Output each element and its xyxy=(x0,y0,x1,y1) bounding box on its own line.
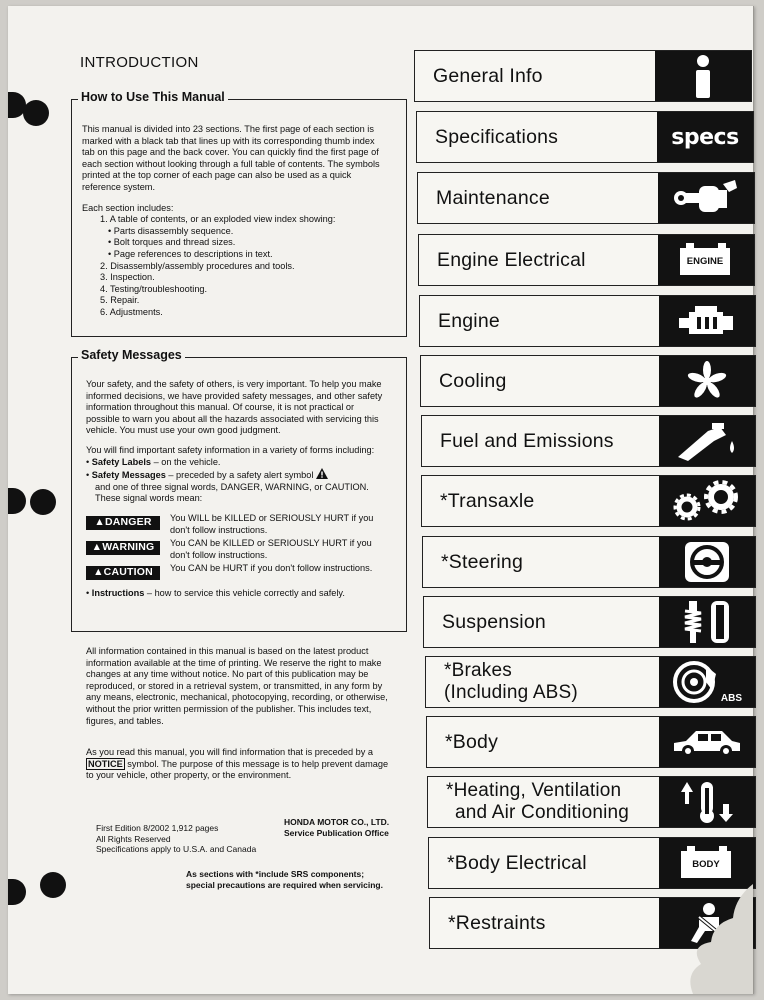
safety-messages-box xyxy=(71,348,407,632)
notice-paragraph: As you read this manual, you will find information that is preceded by a NOTICE symbol. The purpose of this message is to help prevent damage to your vehicle, other property, or the environment. xyxy=(86,747,389,781)
notice-symbol: NOTICE xyxy=(88,758,123,769)
bullet-safety-messages: • Safety Messages – preceded by a safety alert symbol and one of three signal words, DANGER, WARNING, or CAUTION. These signal words mean: xyxy=(86,470,369,504)
safety-alert-icon: ▲ xyxy=(93,566,104,579)
safety-alert-icon: ▲ xyxy=(94,515,105,528)
bullet-safety-labels: • Safety Labels – on the vehicle. xyxy=(86,456,221,467)
shock-absorber-icon xyxy=(659,597,755,647)
tab-restraints[interactable]: *Restraints xyxy=(429,897,756,949)
edition-info: First Edition 8/2002 1,912 pages All Rights Reserved Specifications apply to U.S.A. and Canada xyxy=(96,823,257,854)
how-to-use-paragraph: This manual is divided into 23 sections. The first page of each section is marked with a black tab that lines up with its corresponding thumb index tab on this page and the back cover. You can quickly find the first page of each section without looking through a full table of contents. The symbols printed at the top corner of each page can also be used as a quick reference system. xyxy=(82,124,380,192)
list-item: 2. Disassembly/assembly procedures and tools. xyxy=(100,260,295,271)
info-paragraph: All information contained in this manual is based on the latest product information available at the time of printing. We reserve the right to make changes at any time without notice. No part of this publication may be reproduced, or stored in a retrieval system, or transmitted, in any form by any means, electronic, mechanical, photocopying, recording, or otherwise, without the prior written permission of the publisher. This includes text, figures, and tables. xyxy=(86,646,388,726)
list-item: 5. Repair. xyxy=(100,295,140,306)
list-item: • Parts disassembly sequence. xyxy=(108,225,234,236)
engine-icon xyxy=(659,296,755,346)
signal-warning: ▲WARNING You CAN be KILLED or SERIOUSLY HURT if you don't follow instructions. xyxy=(86,538,386,561)
list-item: 6. Adjustments. xyxy=(100,306,163,317)
gears-icon xyxy=(659,476,755,526)
how-to-use-title: How to Use This Manual xyxy=(78,90,228,104)
tab-specifications[interactable]: Specifications specs xyxy=(416,111,754,163)
list-item: 4. Testing/troubleshooting. xyxy=(100,283,208,294)
tab-heating-ventilation[interactable]: *Heating, Ventilation and Air Conditioning xyxy=(427,776,756,828)
tab-general-info[interactable]: General Info xyxy=(414,50,752,102)
tab-body[interactable]: *Body xyxy=(426,716,756,768)
torn-corner xyxy=(683,884,753,994)
info-icon xyxy=(655,51,751,101)
battery-icon: ENGINE xyxy=(658,235,754,285)
steering-wheel-icon xyxy=(659,537,755,587)
tab-brakes[interactable]: *Brakes (Including ABS) ABS xyxy=(425,656,756,708)
tab-body-electrical[interactable]: *Body Electrical BODY xyxy=(428,837,756,889)
signal-caution: ▲CAUTION You CAN be HURT if you don't follow instructions. xyxy=(86,563,386,580)
binder-hole xyxy=(8,488,26,514)
tab-engine-electrical[interactable]: Engine Electrical ENGINE xyxy=(418,234,755,286)
includes-heading: Each section includes: xyxy=(82,202,174,213)
binder-hole xyxy=(40,872,66,898)
manual-page xyxy=(8,6,754,994)
list-item: • Bolt torques and thread sizes. xyxy=(108,237,236,248)
signal-danger: ▲DANGER You WILL be KILLED or SERIOUSLY HURT if you don't follow instructions. xyxy=(86,513,386,536)
safety-forms-paragraph: You will find important safety information in a variety of forms including: xyxy=(86,444,375,455)
tab-engine[interactable]: Engine xyxy=(419,295,756,347)
specs-icon: specs xyxy=(657,112,753,162)
binder-hole xyxy=(30,489,56,515)
list-item: 1. A table of contents, or an exploded view index showing: xyxy=(100,214,336,225)
how-to-use-box xyxy=(71,90,407,337)
fuel-nozzle-icon xyxy=(659,416,755,466)
publisher-info: HONDA MOTOR CO., LTD. Service Publication Office xyxy=(284,817,390,838)
tab-suspension[interactable]: Suspension xyxy=(423,596,756,648)
safety-alert-icon: ▲ xyxy=(91,541,103,554)
wrench-hand-icon xyxy=(658,173,754,223)
tab-fuel-and-emissions[interactable]: Fuel and Emissions xyxy=(421,415,756,467)
thermometer-icon xyxy=(659,777,755,827)
srs-note: As sections with *include SRS components; special precautions are required when servicing. xyxy=(186,869,383,890)
fan-icon xyxy=(659,356,755,406)
car-body-icon xyxy=(659,717,755,767)
battery-icon: BODY xyxy=(659,838,755,888)
tab-maintenance[interactable]: Maintenance xyxy=(417,172,755,224)
tab-steering[interactable]: *Steering xyxy=(422,536,756,588)
page-title: INTRODUCTION xyxy=(80,54,199,71)
binder-hole xyxy=(23,100,49,126)
tab-cooling[interactable]: Cooling xyxy=(420,355,756,407)
signal-words xyxy=(86,513,386,580)
safety-messages-title: Safety Messages xyxy=(78,348,185,362)
tab-transaxle[interactable]: *Transaxle xyxy=(421,475,756,527)
list-item: • Page references to descriptions in text. xyxy=(108,248,273,259)
brake-disc-icon: ABS xyxy=(659,657,755,707)
list-item: 3. Inspection. xyxy=(100,272,155,283)
safety-paragraph: Your safety, and the safety of others, is very important. To help you make informed decisions, we have provided safety messages, and other safety information throughout this manual. Of course, it is not practical or possible to warn you about all the hazards associated with servicing this vehicle. You must use your own good judgment. xyxy=(86,379,383,436)
binder-hole xyxy=(8,879,26,905)
safety-alert-icon xyxy=(316,470,328,480)
bullet-instructions: • Instructions – how to service this vehicle correctly and safely. xyxy=(86,587,345,598)
